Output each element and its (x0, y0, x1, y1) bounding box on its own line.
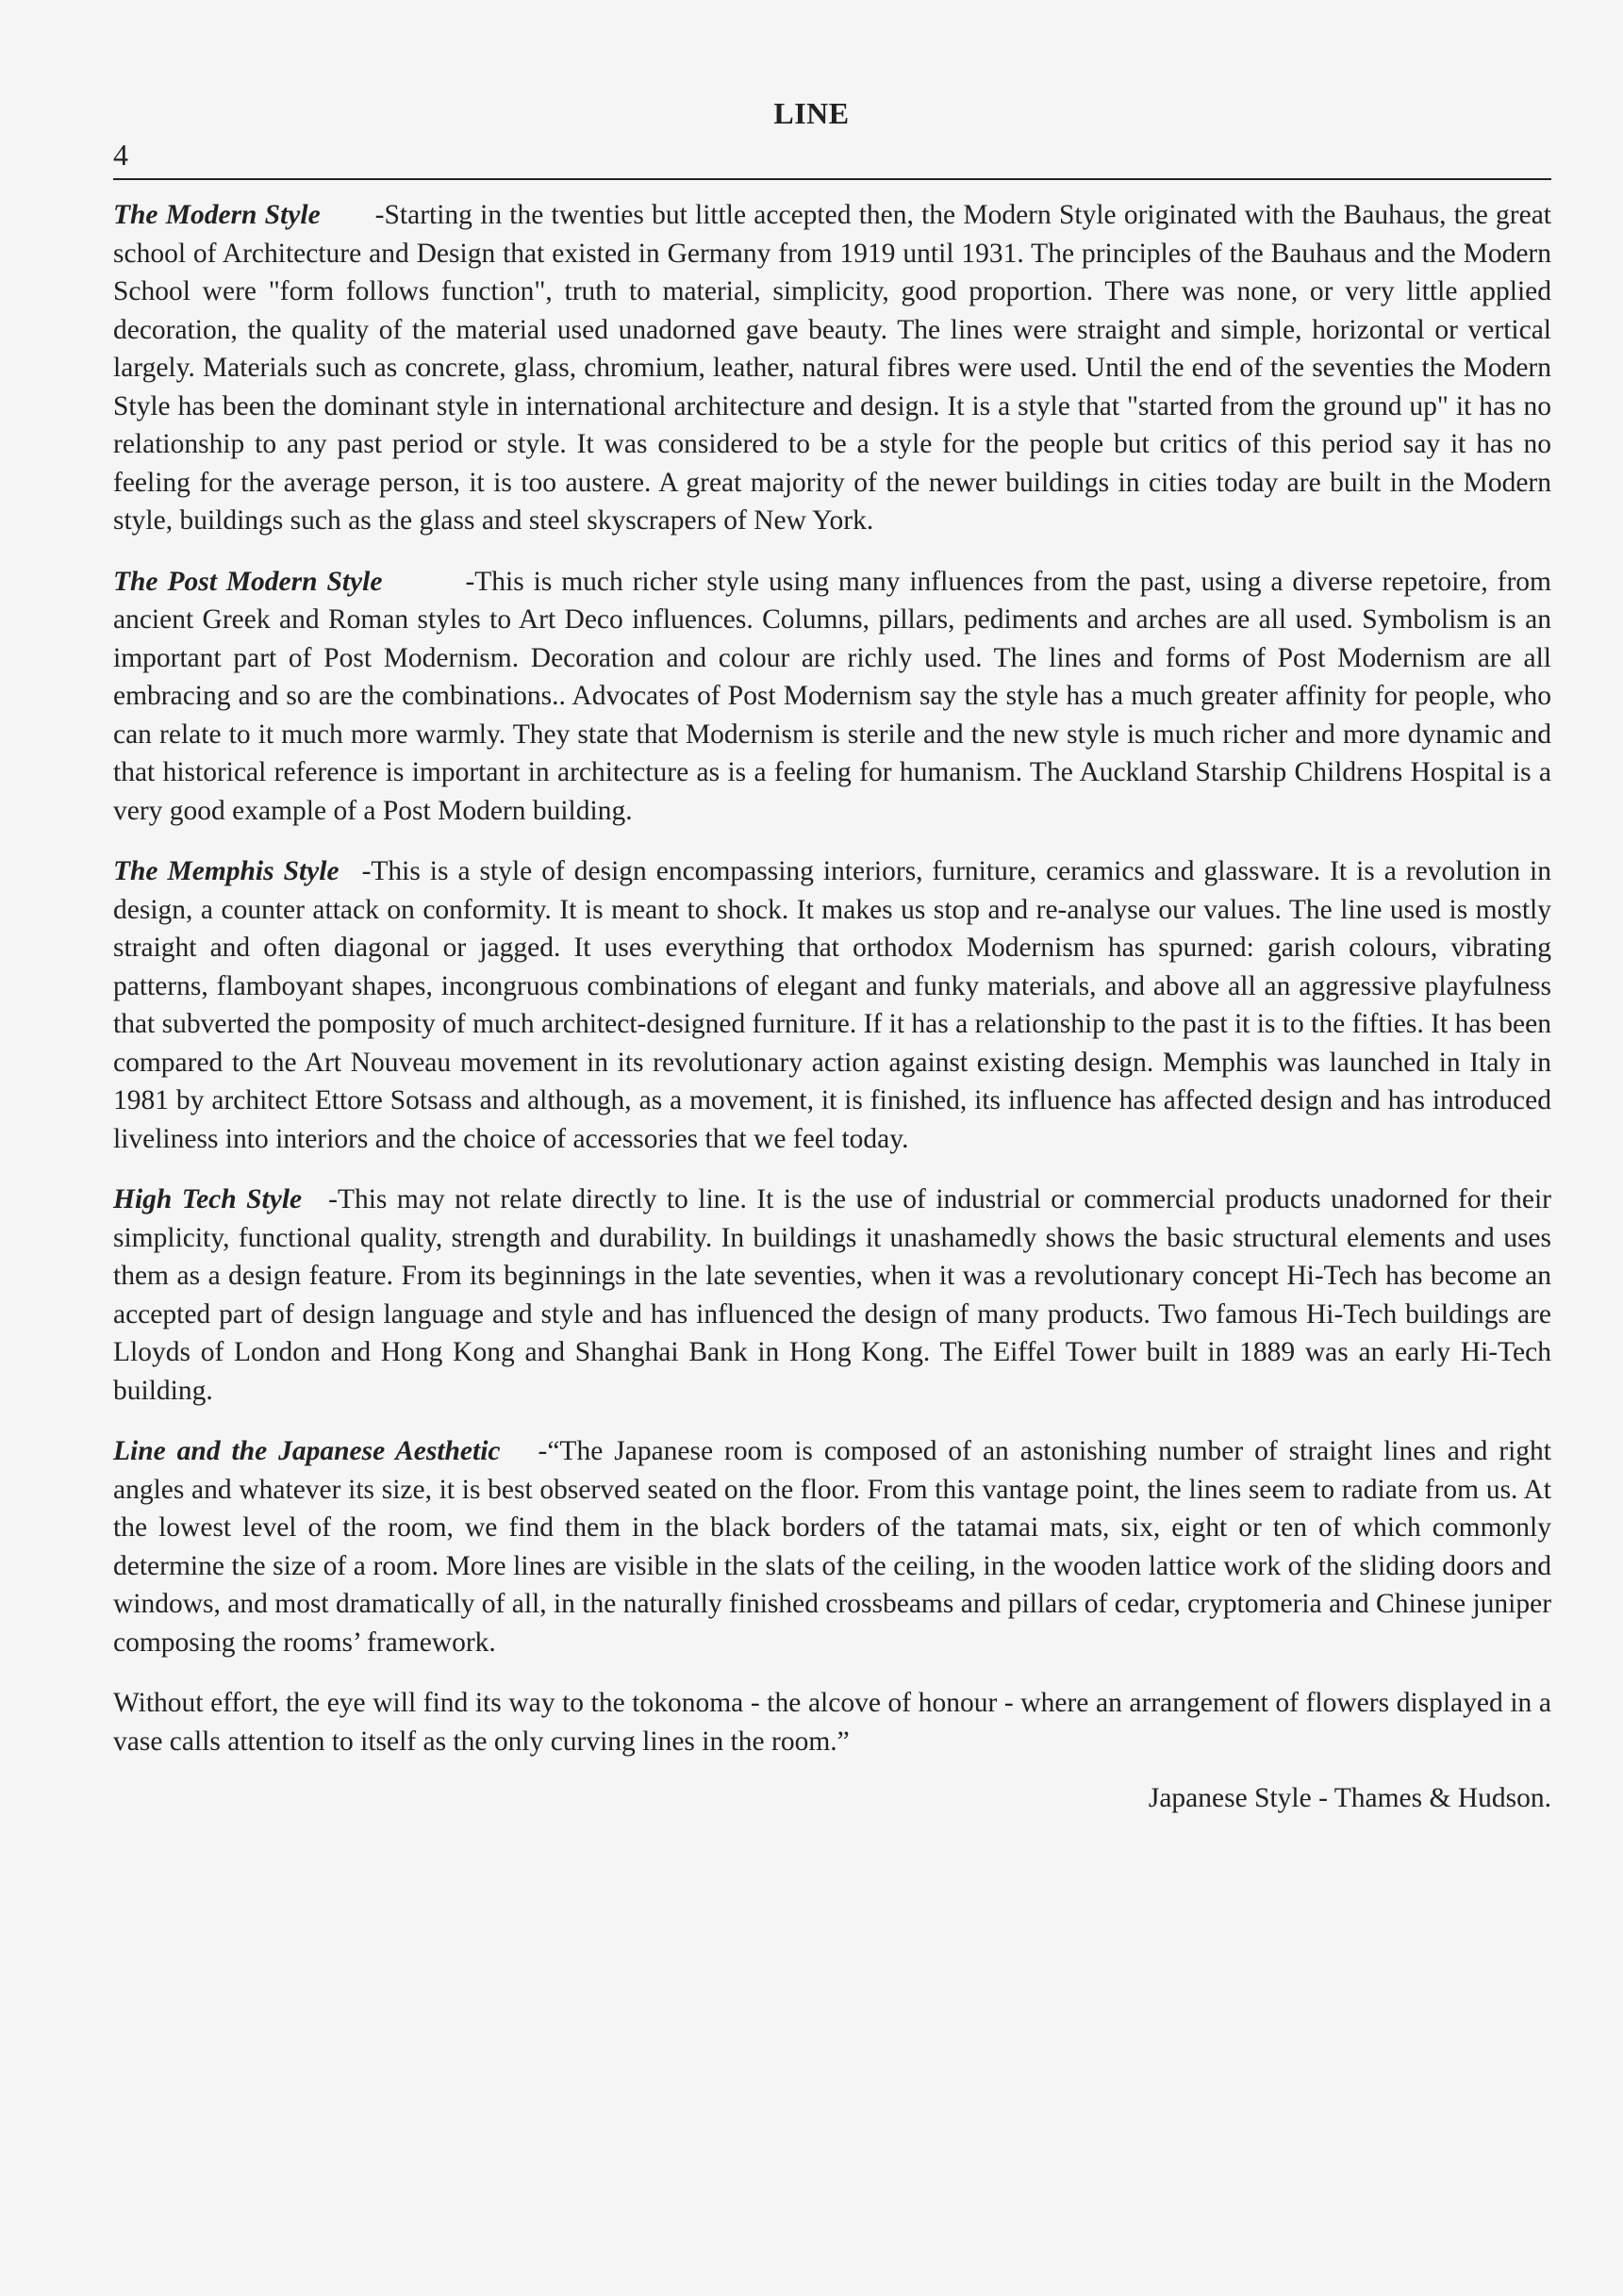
attribution: Japanese Style - Thames & Hudson. (1148, 1783, 1551, 1813)
section-japanese-aesthetic (113, 1432, 1551, 1661)
section-heading: Line and the Japanese Aesthetic (113, 1436, 501, 1466)
page-number: 4 (113, 138, 128, 172)
section-text: -This is a style of design encompassing interiors, furniture, ceramics and glassware. It is a revolution in design, a counter attack on conformity. It is meant to shock. It makes us stop and re-analyse our values. The line used is mostly straight and often diagonal or jagged. It uses everything that orthodox Modernism has spurned: garish colours, vibrating patterns, flamboyant shapes, incongruous combinations of elegant and funky materials, and above all an aggressive playfulness that subverted the pomposity of much architect-designed furniture. If it has a relationship to the past it is to the fifties. It has been compared to the Art Nouveau movement in its revolutionary action against existing design. Memphis was launched in Italy in 1981 by architect Ettore Sotsass and although, as a movement, it is finished, its influence has affected design and has introduced liveliness into interiors and the choice of accessories that we feel today. (113, 856, 1552, 1154)
section-heading: High Tech Style (113, 1184, 303, 1214)
section-heading: The Modern Style (113, 200, 321, 230)
header-divider (113, 178, 1551, 180)
section-heading: The Memphis Style (113, 856, 340, 886)
running-title: LINE (773, 96, 850, 130)
body-text (113, 196, 1551, 1817)
section-text: -“The Japanese room is composed of an astonishing number of straight lines and right angles and whatever its size, it is best observed seated on the floor. From this vantage point, the lines seem to radiate from us. At the lowest level of the room, we find them in the black borders of the tatamai mats, six, eight or ten of which commonly determine the size of a room. More lines are visible in the slats of the ceiling, in the wooden lattice work of the sliding doors and windows, and most dramatically of all, in the naturally finished crossbeams and pillars of cedar, cryptomeria and Chinese juniper composing the rooms’ framework. (113, 1436, 1552, 1658)
section-high-tech-style (113, 1181, 1551, 1410)
section-heading: The Post Modern Style (113, 566, 383, 597)
section-post-modern-style (113, 563, 1551, 831)
closing-paragraph: Without effort, the eye will find its way to the tokonoma - the alcove of honour - where an arrangement of flowers displayed in a vase calls attention to itself as the only curving lines in the room.” (113, 1688, 1551, 1757)
section-text: -This is much richer style using many influences from the past, using a diverse repetoire, from ancient Greek and Roman styles to Art Deco influences. Columns, pillars, pediments and arches are all used. Symbolism is an important part of Post Modernism. Decoration and colour are richly used. The lines and forms of Post Modernism are all embracing and so are the combinations.. Advocates of Post Modernism say the style has a much greater affinity for people, who can relate to it much more warmly. They state that Modernism is sterile and the new style is much richer and more dynamic and that historical reference is important in architecture as is a feeling for humanism. The Auckland Starship Childrens Hospital is a very good example of a Post Modern building. (113, 566, 1551, 826)
section-text: -This may not relate directly to line. It is the use of industrial or commercial products unadorned for their simplicity, functional quality, strength and durability. In buildings it unashamedly shows the basic structural elements and uses them as a design feature. From its beginnings in the late seventies, when it was a revolutionary concept Hi-Tech has become an accepted part of design language and style and has influenced the design of many products. Two famous Hi-Tech buildings are Lloyds of London and Hong Kong and Shanghai Bank in Hong Kong. The Eiffel Tower built in 1889 was an early Hi-Tech building. (113, 1184, 1551, 1406)
section-text: -Starting in the twenties but little accepted then, the Modern Style originated with the Bauhaus, the great school of Architecture and Design that existed in Germany from 1919 until 1931. The principles of the Bauhaus and the Modern School were "form follows function", truth to material, simplicity, good proportion. There was none, or very little applied decoration, the quality of the material used unadorned gave beauty. The lines were straight and simple, horizontal or vertical largely. Materials such as concrete, glass, chromium, leather, natural fibres were used. Until the end of the seventies the Modern Style has been the dominant style in international architecture and design. It is a style that "started from the ground up" it has no relationship to any past period or style. It was considered to be a style for the people but critics of this period say it has no feeling for the average person, it is too austere. A great majority of the newer buildings in cities today are built in the Modern style, buildings such as the glass and steel skyscrapers of New York. (113, 200, 1551, 536)
section-memphis-style (113, 852, 1551, 1158)
section-modern-style (113, 196, 1551, 540)
